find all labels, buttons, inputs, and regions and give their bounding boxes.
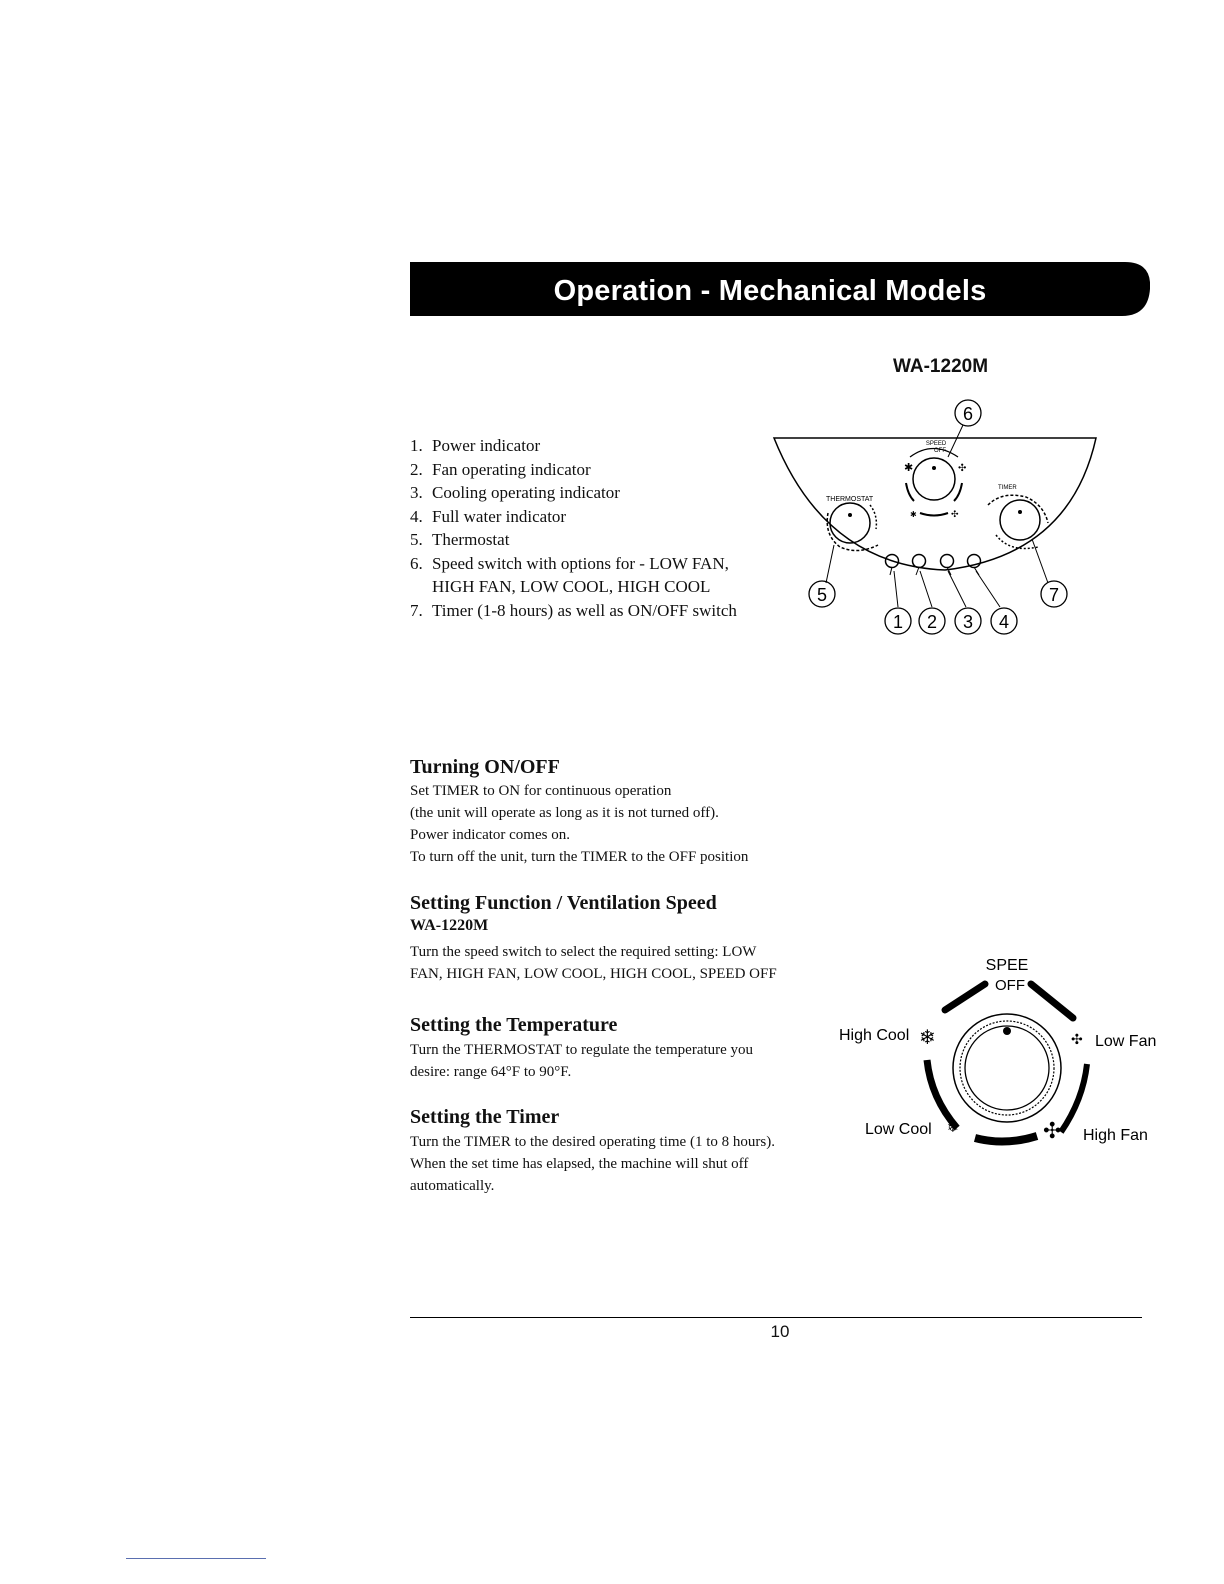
section-title-on-off: Turning ON/OFF — [410, 756, 560, 778]
fan-icon: ✣ — [1071, 1033, 1083, 1048]
svg-text:4: 4 — [998, 612, 1010, 632]
high-fan-label: High Fan — [1083, 1127, 1148, 1144]
snowflake-icon: ❄ — [919, 1027, 936, 1049]
list-item: 1. Power indicator — [410, 436, 541, 455]
svg-text:✱: ✱ — [910, 510, 917, 519]
control-panel-diagram — [770, 395, 1110, 650]
section-body-temperature: Turn the THERMOSTAT to regulate the temperature you desire: range 64°F to 90°F. — [410, 1042, 754, 1080]
list-item: 4. Full water indicator — [410, 506, 567, 526]
list-item: 2. Fan operating indicator — [410, 459, 591, 479]
section-title-temperature: Setting the Temperature — [410, 1014, 618, 1036]
snowflake-icon: ❄ — [947, 1121, 959, 1136]
section-title-function: Setting Function / Ventilation Speed — [410, 892, 717, 914]
svg-text:6: 6 — [962, 404, 974, 424]
svg-text:7: 7 — [1048, 585, 1060, 605]
speed-label: SPEED — [925, 441, 947, 447]
timer-knob[interactable] — [1000, 500, 1040, 540]
section-subtitle-function: WA-1220M — [410, 917, 489, 934]
section-body-function: Turn the speed switch to select the required setting: LOW FAN, HIGH FAN, LOW COOL, HIGH COOL, SPEED OFF — [410, 944, 777, 982]
cooling-indicator-light — [941, 555, 954, 568]
low-cool-label: Low Cool — [865, 1121, 932, 1138]
svg-text:3: 3 — [962, 612, 974, 632]
fan-icon: ✣ — [1043, 1118, 1062, 1143]
high-cool-label: High Cool — [839, 1027, 910, 1044]
page-title: Operation - Mechanical Models — [553, 275, 987, 307]
section-body-timer: Turn the TIMER to the desired operating time (1 to 8 hours). When the set time has elapsed, the machine will shut off automatically. — [410, 1134, 775, 1194]
section-title-timer: Setting the Timer — [410, 1106, 560, 1128]
corner-line — [126, 1558, 266, 1559]
list-item: 6. Speed switch with options for - LOW FAN, HIGH FAN, LOW COOL, HIGH COOL — [410, 553, 729, 596]
low-fan-label: Low Fan — [1095, 1033, 1157, 1050]
page-number: 10 — [770, 1322, 790, 1341]
dial-speed-label: SPEE — [985, 957, 1029, 974]
snowflake-icon: ✱ — [904, 462, 914, 474]
svg-text:5: 5 — [816, 585, 828, 605]
list-item: 3. Cooling operating indicator — [410, 483, 620, 502]
svg-text:1: 1 — [892, 612, 904, 632]
off-label: OFF — [934, 448, 946, 454]
dial-off-label: OFF — [995, 977, 1025, 994]
section-body-on-off: Set TIMER to ON for continuous operation (the unit will operate as long as it is not turned off). Power indicator comes on. To turn off the unit, turn the TIMER to the OFF position — [410, 783, 749, 865]
thermostat-label: THERMOSTAT — [826, 496, 874, 503]
model-number: WA-1220M — [893, 356, 989, 377]
list-item: 7. Timer (1-8 hours) as well as ON/OFF switch — [410, 600, 737, 620]
speed-dial-diagram — [835, 948, 1165, 1158]
speed-knob[interactable] — [913, 458, 955, 500]
fan-indicator-light — [913, 555, 926, 568]
footer-rule — [410, 1317, 1142, 1318]
timer-label: TIMER — [998, 485, 1017, 491]
list-item: 5. Thermostat — [410, 530, 510, 549]
fan-icon: ✣ — [958, 463, 967, 474]
parts-list — [410, 434, 780, 622]
svg-text:✣: ✣ — [951, 509, 959, 519]
svg-text:2: 2 — [926, 612, 938, 632]
thermostat-knob[interactable] — [830, 503, 870, 543]
